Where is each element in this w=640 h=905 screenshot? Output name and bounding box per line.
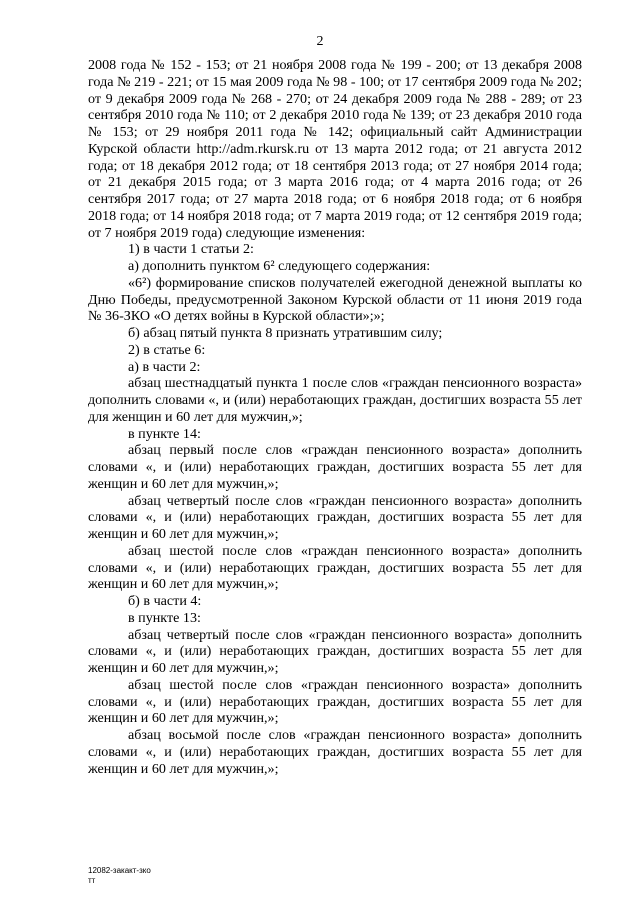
page-number: 2 xyxy=(316,34,324,49)
paragraph: б) в части 4: xyxy=(128,593,202,609)
paragraph: абзац шестой после слов «граждан пенсионного возраста» дополнить словами «, и (или) неработающих граждан, достигших возраста 55 лет для женщин и 60 лет для мужчин,»; xyxy=(88,542,582,593)
paragraph: абзац восьмой после слов «граждан пенсионного возраста» дополнить словами «, и (или) неработающих граждан, достигших возраста 55 лет для женщин и 60 лет для мужчин,»; xyxy=(88,727,582,777)
paragraph: абзац шестнадцатый пункта 1 после слов «граждан пенсионного возраста» дополнить словами «, и (или) неработающих граждан, достигших возраста 55 лет для женщин и 60 лет для мужчин,»; xyxy=(88,375,582,425)
paragraph: «6²) формирование списков получателей ежегодной денежной выплаты ко Дню Победы, предусмотренной Законом Курской области от 11 июня 2019 года № 36-ЗКО «О детях войны в Курской области»;»; xyxy=(88,274,582,325)
footer-code: 12082-закакт-зко xyxy=(88,866,151,875)
paragraph: 2) в статье 6: xyxy=(128,341,206,358)
footer-initials: тт xyxy=(88,876,96,885)
paragraph: абзац первый после слов «граждан пенсионного возраста» дополнить словами «, и (или) неработающих граждан, достигших возраста 55 лет для женщин и 60 лет для мужчин,»; xyxy=(88,442,582,492)
paragraph: в пункте 14: xyxy=(128,425,201,442)
paragraph: абзац четвертый после слов «граждан пенсионного возраста» дополнить словами «, и (или) неработающих граждан, достигших возраста 55 лет для женщин и 60 лет для мужчин,»; xyxy=(88,626,582,676)
paragraph: абзац шестой после слов «граждан пенсионного возраста» дополнить словами «, и (или) неработающих граждан, достигших возраста 55 лет для женщин и 60 лет для мужчин,»; xyxy=(88,676,582,727)
paragraph: б) абзац пятый пункта 8 признать утратившим силу; xyxy=(128,325,443,341)
paragraph: 1) в части 1 статьи 2: xyxy=(128,241,254,258)
paragraph: абзац четвертый после слов «граждан пенсионного возраста» дополнить словами «, и (или) неработающих граждан, достигших возраста 55 лет для женщин и 60 лет для мужчин,»; xyxy=(88,492,582,542)
paragraph-dates-list: 2008 года № 152 - 153; от 21 ноября 2008 года № 199 - 200; от 13 декабря 2008 года № 219 - 221; от 15 мая 2009 года № 98 - 100; от 17 сентября 2009 года № 202; от 9 декабря 2009 года № 268 - 270; от 24 декабря 2009 года № 288 - 289; от 23 сентября 2010 года № 110; от 2 декабря 2010 года № 139; от 23 декабря 2010 года № 153; от 29 ноября 2011 года № 142; официальный сайт Администрации Курской области http://adm.rkursk.ru от 13 марта 2012 года; от 21 августа 2012 года; от 18 декабря 2012 года; от 18 сентября 2013 года; от 27 ноября 2014 года; от 21 декабря 2015 года; от 3 марта 2016 года; от 4 марта 2016 года; от 26 сентября 2017 года; от 27 марта 2018 года; от 6 ноября 2018 года; от 6 ноября 2018 года; от 14 ноября 2018 года; от 7 марта 2019 года; от 12 сентября 2019 года; от 7 ноября 2019 года) следующие изменения: xyxy=(88,57,582,241)
document-footer xyxy=(88,866,151,886)
paragraph: а) дополнить пунктом 6² следующего содержания: xyxy=(128,258,431,274)
paragraph: в пункте 13: xyxy=(128,609,201,626)
paragraph: а) в части 2: xyxy=(128,358,201,375)
body-text xyxy=(88,57,582,777)
